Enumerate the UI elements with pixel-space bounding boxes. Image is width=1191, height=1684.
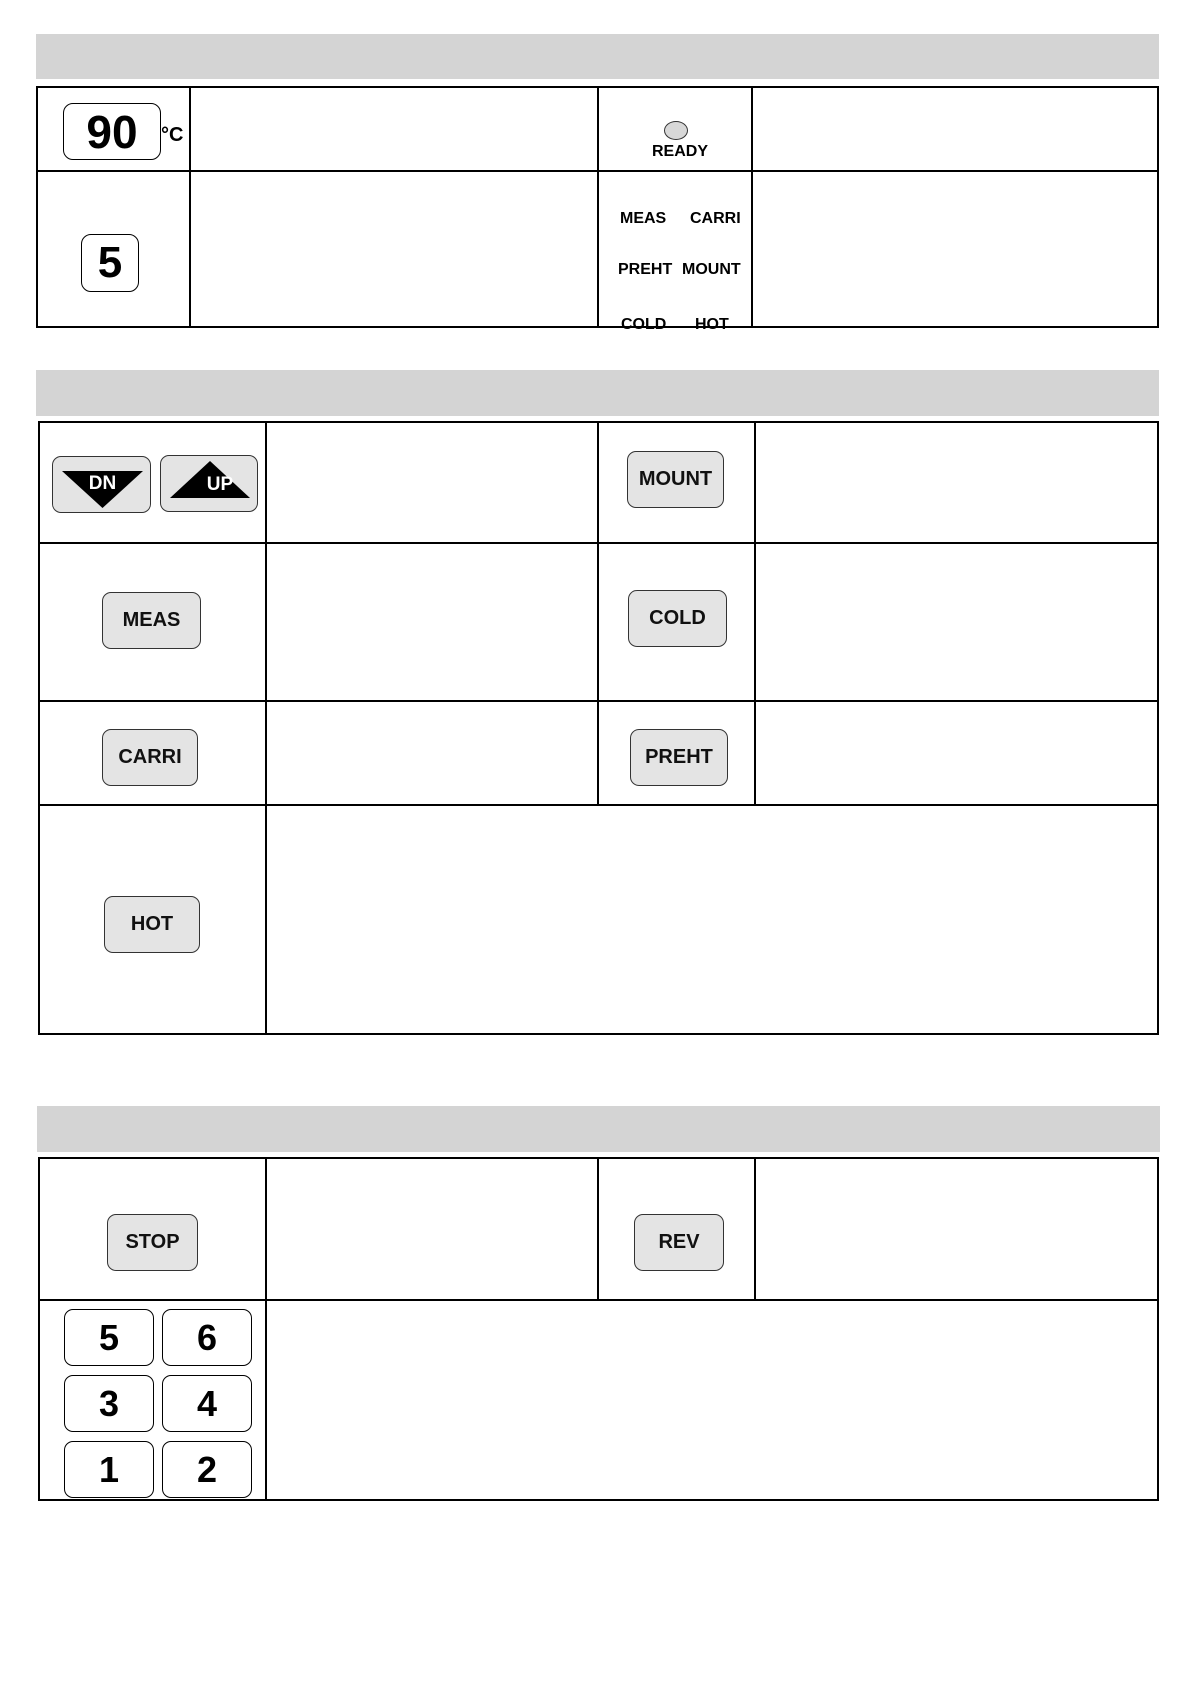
- speed-key-label: 3: [98, 1382, 120, 1424]
- speed-key-label: 2: [196, 1448, 218, 1490]
- rev-key[interactable]: [634, 1214, 724, 1271]
- section-header-band-display: [36, 34, 1159, 79]
- table-divider: [754, 1157, 756, 1300]
- stop-key-label: STOP: [125, 1231, 180, 1253]
- preht-key-label: PREHT: [645, 746, 713, 768]
- cold-key[interactable]: [628, 590, 727, 647]
- meas-indicator-label: MEAS: [620, 210, 667, 227]
- table-divider: [265, 1157, 267, 1501]
- meas-key[interactable]: [102, 592, 201, 649]
- speed-key-3[interactable]: [64, 1375, 154, 1432]
- carri-key-label: CARRI: [118, 746, 182, 768]
- ready-led-icon: [664, 121, 688, 140]
- hot-key[interactable]: [104, 896, 200, 953]
- table-divider: [265, 421, 267, 1035]
- preht-indicator-label: PREHT: [618, 261, 673, 278]
- dn-key[interactable]: [52, 456, 151, 513]
- table-divider: [597, 1157, 599, 1300]
- speed-key-5[interactable]: [64, 1309, 154, 1366]
- speed-key-label: 5: [98, 1316, 120, 1358]
- table-divider: [597, 421, 599, 805]
- table-divider: [751, 86, 753, 328]
- speed-key-2[interactable]: [162, 1441, 252, 1498]
- hot-key-label: HOT: [130, 913, 174, 935]
- rev-key-label: REV: [658, 1231, 700, 1253]
- up-key-label: UP: [206, 474, 234, 495]
- table-divider: [38, 542, 1159, 544]
- step-value: 5: [97, 238, 123, 287]
- table-divider: [754, 421, 756, 805]
- table-divider: [189, 86, 191, 328]
- meas-key-label: MEAS: [122, 609, 181, 631]
- table-divider: [38, 1299, 1159, 1301]
- carri-key[interactable]: [102, 729, 198, 786]
- table-divider: [38, 804, 1159, 806]
- cold-indicator-label: COLD: [621, 316, 667, 333]
- table-divider: [597, 86, 599, 328]
- keys-table: [38, 421, 1159, 1035]
- dn-key-label: DN: [88, 473, 117, 494]
- up-key[interactable]: [160, 455, 258, 512]
- speed-key-label: 6: [196, 1316, 218, 1358]
- section-header-band-keys: [36, 370, 1159, 416]
- hot-indicator-label: HOT: [695, 316, 729, 333]
- preht-key[interactable]: [630, 729, 728, 786]
- speed-key-label: 4: [196, 1382, 218, 1424]
- table-divider: [36, 170, 1159, 172]
- mount-key[interactable]: [627, 451, 724, 508]
- carri-indicator-label: CARRI: [690, 210, 741, 227]
- speed-key-1[interactable]: [64, 1441, 154, 1498]
- section-header-band-motor: [37, 1106, 1160, 1152]
- ready-label: READY: [652, 143, 709, 160]
- temperature-unit: °C: [161, 124, 184, 146]
- cold-key-label: COLD: [649, 607, 706, 629]
- mount-key-label: MOUNT: [638, 468, 713, 490]
- speed-key-label: 1: [98, 1448, 120, 1490]
- speed-key-4[interactable]: [162, 1375, 252, 1432]
- speed-key-6[interactable]: [162, 1309, 252, 1366]
- step-display: [81, 234, 139, 292]
- stop-key[interactable]: [107, 1214, 198, 1271]
- table-divider: [38, 700, 1159, 702]
- temperature-value: 90: [86, 105, 138, 158]
- mount-indicator-label: MOUNT: [682, 261, 741, 278]
- temperature-display: [63, 103, 161, 160]
